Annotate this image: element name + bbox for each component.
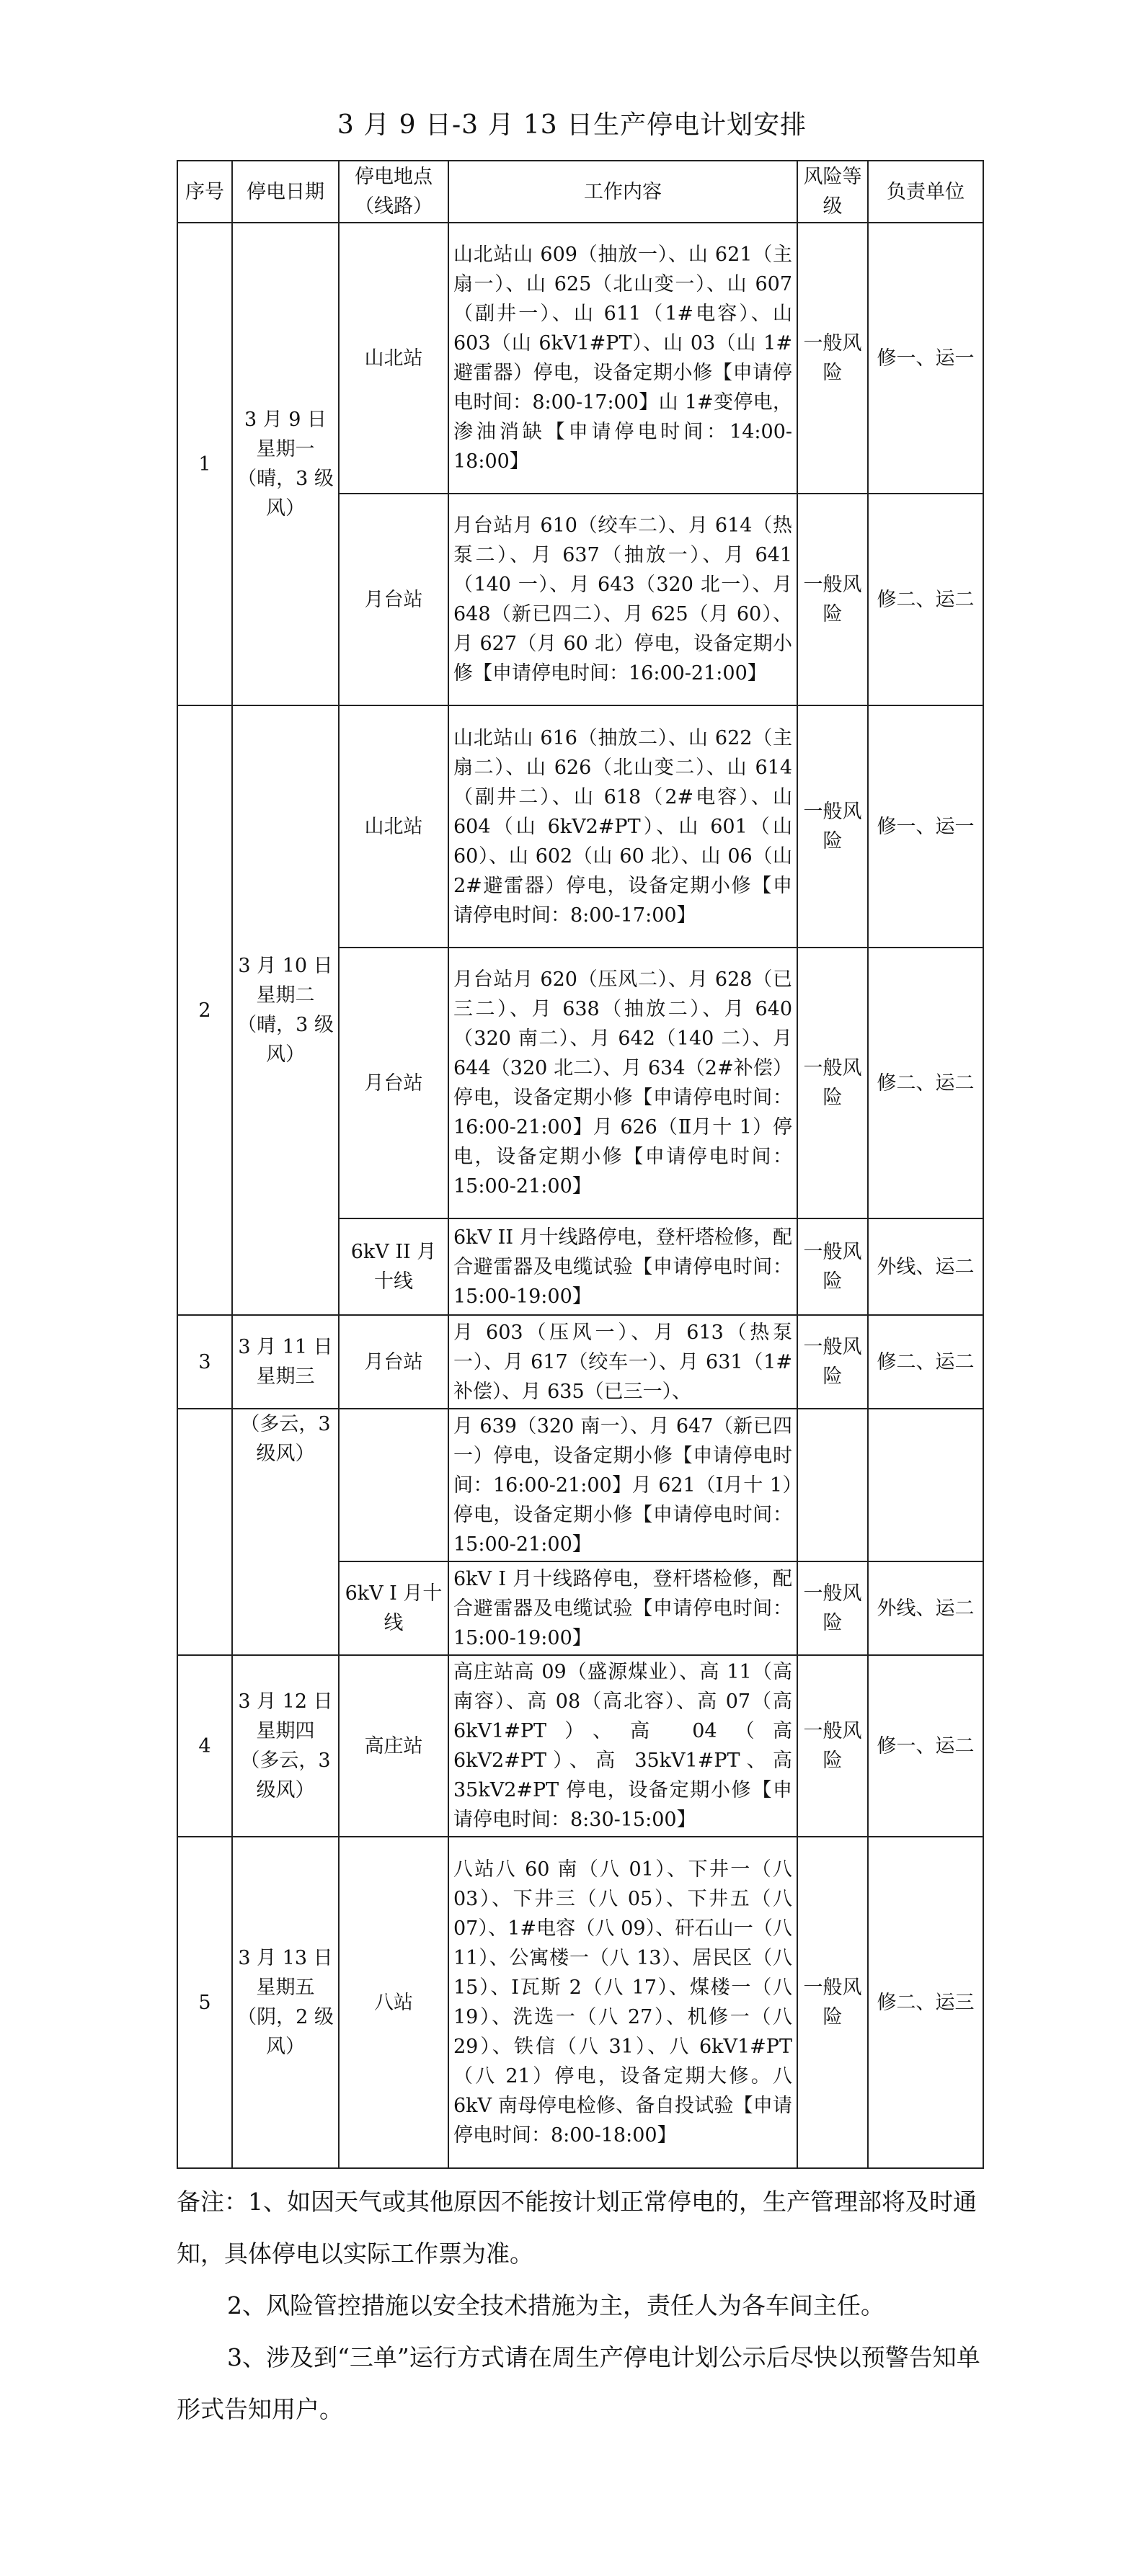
page-title: 3 月 9 日-3 月 13 日生产停电计划安排: [337, 110, 807, 140]
cell-unit: 修二、运三: [868, 1837, 983, 2168]
cell-date: 3 月 9 日 星期一（晴，3 级风）: [232, 223, 339, 705]
cell-risk: 一般风险: [797, 1561, 868, 1655]
cell-work: 月 639（320 南一）、月 647（新已四一）停电，设备定期小修【申请停电时间：16:00-21:00】月 621（Ⅰ月十 1）停电，设备定期小修【申请停电时间：15:00-21:00】: [448, 1409, 797, 1561]
cell-unit: 修一、运二: [868, 1655, 983, 1837]
remark-2: 2、风险管控措施以安全技术措施为主，责任人为各车间主任。: [227, 2291, 884, 2319]
cell-work: 高庄站高 09（盛源煤业）、高 11（高南容）、高 08（高北容）、高 07（高 6kV1#PT）、高 04（高 6kV2#PT）、高 35kV1#PT、高 35kV2#PT 停电，设备定期小修【申请停电时间：8:30-15:00】: [448, 1655, 797, 1837]
cell-risk: 一般风险: [797, 705, 868, 948]
table-row: [177, 1409, 983, 1561]
cell-seq: 3: [177, 1315, 232, 1409]
cell-unit: 外线、运二: [868, 1561, 983, 1655]
cell-unit: 修二、运二: [868, 494, 983, 705]
cell-date: （多云，3 级风）: [232, 1409, 339, 1655]
table-header-row: [177, 161, 983, 223]
cell-unit: 修二、运二: [868, 948, 983, 1218]
header-seq: 序号: [177, 161, 232, 223]
cell-unit: 修一、运一: [868, 705, 983, 948]
cell-seq: 5: [177, 1837, 232, 2168]
table-row: [177, 223, 983, 494]
header-unit: 负责单位: [868, 161, 983, 223]
remarks-section: [177, 2176, 983, 2435]
table-row: [177, 1655, 983, 1837]
cell-risk: 一般风险: [797, 494, 868, 705]
cell-date: 3 月 13 日 星期五（阴，2 级风）: [232, 1837, 339, 2168]
cell-seq: 1: [177, 223, 232, 705]
cell-seq: 2: [177, 705, 232, 1315]
cell-date: 3 月 11 日 星期三: [232, 1315, 339, 1409]
outage-schedule-table: [177, 160, 984, 2169]
cell-unit: 修二、运二: [868, 1315, 983, 1409]
cell-work: 山北站山 616（抽放二）、山 622（主扇二）、山 626（北山变二）、山 614（副井二）、山 618（2#电容）、山 604（山 6kV2#PT）、山 601（山 60）、山 602（山 60 北）、山 06（山 2#避雷器）停电，设备定期小修【申请停电时间：8:00-17:00】: [448, 705, 797, 948]
cell-location: [339, 1409, 448, 1561]
cell-work: 6kV II 月十线路停电，登杆塔检修，配合避雷器及电缆试验【申请停电时间：15:00-19:00】: [448, 1218, 797, 1315]
cell-work: 月 603（压风一）、月 613（热泵一）、月 617（绞车一）、月 631（1#补偿）、月 635（已三一）、: [448, 1315, 797, 1409]
cell-location: 月台站: [339, 948, 448, 1218]
cell-location: 月台站: [339, 1315, 448, 1409]
table-row: [177, 705, 983, 948]
header-work: 工作内容: [448, 161, 797, 223]
header-date: 停电日期: [232, 161, 339, 223]
cell-location: 月台站: [339, 494, 448, 705]
cell-risk: 一般风险: [797, 1315, 868, 1409]
cell-work: 月台站月 610（绞车二）、月 614（热泵二）、月 637（抽放一）、月 641（140 一）、月 643（320 北一）、月 648（新已四二）、月 625（月 60）、月 627（月 60 北）停电，设备定期小修【申请停电时间：16:00-21:00】: [448, 494, 797, 705]
cell-risk: 一般风险: [797, 948, 868, 1218]
cell-location: 山北站: [339, 705, 448, 948]
cell-work: 月台站月 620（压风二）、月 628（已三二）、月 638（抽放二）、月 640（320 南二）、月 642（140 二）、月 644（320 北二）、月 634（2#补偿）停电，设备定期小修【申请停电时间：16:00-21:00】月 626（Ⅱ月十 1）停电，设备定期小修【申请停电时间：15:00-21:00】: [448, 948, 797, 1218]
remark-3: 3、涉及到“三单”运行方式请在周生产停电计划公示后尽快以预警告知单形式告知用户。: [177, 2343, 980, 2423]
cell-date: 3 月 10 日 星期二（晴，3 级风）: [232, 705, 339, 1315]
table-row: [177, 1837, 983, 2168]
cell-location: 高庄站: [339, 1655, 448, 1837]
cell-seq: 4: [177, 1655, 232, 1837]
cell-unit: 外线、运二: [868, 1218, 983, 1315]
cell-risk: 一般风险: [797, 1837, 868, 2168]
cell-unit: 修一、运一: [868, 223, 983, 494]
cell-location: 八站: [339, 1837, 448, 2168]
cell-work: 山北站山 609（抽放一）、山 621（主扇一）、山 625（北山变一）、山 607（副井一）、山 611（1#电容）、山 603（山 6kV1#PT）、山 03（山 1#避雷器）停电，设备定期小修【申请停电时间：8:00-17:00】山 1#变停电，渗油消缺【申请停电时间：14:00-18:00】: [448, 223, 797, 494]
cell-location: 山北站: [339, 223, 448, 494]
cell-unit: [868, 1409, 983, 1561]
cell-location: 6kV I 月十线: [339, 1561, 448, 1655]
cell-work: 6kV I 月十线路停电，登杆塔检修，配合避雷器及电缆试验【申请停电时间：15:00-19:00】: [448, 1561, 797, 1655]
table-row: [177, 1315, 983, 1409]
cell-risk: 一般风险: [797, 223, 868, 494]
remark-1: 备注：1、如因天气或其他原因不能按计划正常停电的，生产管理部将及时通知，具体停电以实际工作票为准。: [177, 2188, 977, 2268]
header-risk: 风险等级: [797, 161, 868, 223]
cell-work: 八站八 60 南（八 01）、下井一（八 03）、下井三（八 05）、下井五（八 07）、1#电容（八 09）、矸石山一（八 11）、公寓楼一（八 13）、居民区（八 15）、Ⅰ瓦斯 2（八 17）、煤楼一（八 19）、洗选一（八 27）、机修一（八 29）、铁信（八 31）、八 6kV1#PT（八 21）停电，设备定期大修。八 6kV 南母停电检修、备自投试验【申请停电时间：8:00-18:00】: [448, 1837, 797, 2168]
cell-risk: 一般风险: [797, 1655, 868, 1837]
cell-risk: 一般风险: [797, 1218, 868, 1315]
cell-risk: [797, 1409, 868, 1561]
cell-date: 3 月 12 日 星期四（多云，3 级风）: [232, 1655, 339, 1837]
header-location: 停电地点（线路）: [339, 161, 448, 223]
cell-location: 6kV II 月十线: [339, 1218, 448, 1315]
